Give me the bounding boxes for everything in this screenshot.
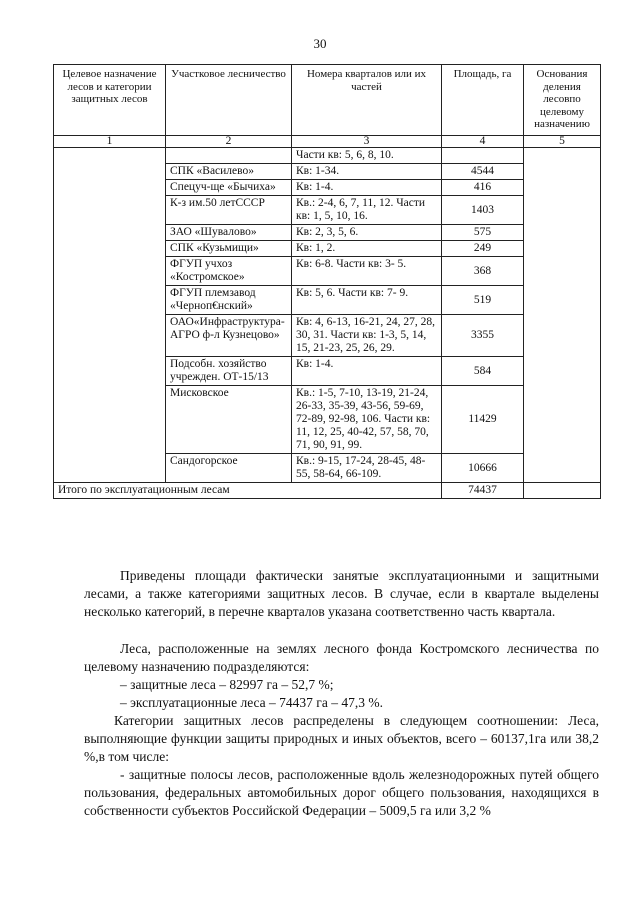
quarters-cell: Кв: 6-8. Части кв: 3- 5. bbox=[292, 257, 442, 286]
header-quarters: Номера кварталов или их частей bbox=[292, 65, 442, 136]
quarters-cell: Кв: 1, 2. bbox=[292, 241, 442, 257]
area-cell: 575 bbox=[442, 225, 524, 241]
total-label: Итого по эксплуатационным лесам bbox=[54, 483, 442, 499]
list-item-protective bbox=[84, 676, 599, 694]
index-cell: 2 bbox=[166, 136, 292, 148]
quarters-cell: Кв.: 2-4, 6, 7, 11, 12. Части кв: 1, 5, 10, 16. bbox=[292, 196, 442, 225]
forestry-cell: ФГУП племзавод «Черноп€нский» bbox=[166, 286, 292, 315]
area-cell: 584 bbox=[442, 357, 524, 386]
forestry-cell: ОАО«Инфраструктура-АГРО ф-л Кузнецово» bbox=[166, 315, 292, 357]
table-row bbox=[54, 148, 601, 164]
quarters-cell: Кв: 1-4. bbox=[292, 180, 442, 196]
paragraph-intro-text: Приведены площади фактически занятые эксплуатационными и защитными лесами, а также категориями защитных лесов. В случае, если в квартале выделены несколько категорий, в перечне кварталов указана соответственно часть квартала. bbox=[84, 568, 599, 619]
paragraph-strips-text: - защитные полосы лесов, расположенные вдоль железнодорожных путей общего пользования, федеральных автомобильных дорог общего пользования, находящихся в собственности субъектов Российской Федерации – 5009,5 га или 3,2 % bbox=[84, 767, 599, 818]
paragraph-categories-text: Категории защитных лесов распределены в следующем соотношении: Леса, выполняющие функции защиты природных и иных объектов, всего – 60137,1га или 38,2 %,в том числе: bbox=[84, 713, 599, 764]
forestry-cell: К-з им.50 летСССР bbox=[166, 196, 292, 225]
purpose-cell bbox=[54, 148, 166, 483]
table-header-row bbox=[54, 65, 601, 136]
forestry-cell: Подсобн. хозяйство учрежден. ОТ-15/13 bbox=[166, 357, 292, 386]
paragraph-strips bbox=[84, 766, 599, 820]
forestry-cell bbox=[166, 148, 292, 164]
area-cell: 368 bbox=[442, 257, 524, 286]
paragraph-intro bbox=[84, 567, 599, 621]
index-cell: 5 bbox=[524, 136, 601, 148]
area-cell: 519 bbox=[442, 286, 524, 315]
forestry-cell: Мисковское bbox=[166, 386, 292, 454]
forestry-cell: СПК «Василево» bbox=[166, 164, 292, 180]
area-cell bbox=[442, 148, 524, 164]
basis-cell bbox=[524, 148, 601, 483]
forest-table bbox=[53, 64, 601, 499]
page-number: 30 bbox=[313, 36, 327, 51]
quarters-cell: Кв: 2, 3, 5, 6. bbox=[292, 225, 442, 241]
quarters-cell: Кв.: 1-5, 7-10, 13-19, 21-24, 26-33, 35-39, 43-56, 59-69, 72-89, 92-98, 106. Части кв: 11, 12, 25, 40-42, 57, 58, 70, 71, 90, 91, 99. bbox=[292, 386, 442, 454]
table-total-row bbox=[54, 483, 601, 499]
forestry-cell: ЗАО «Шувалово» bbox=[166, 225, 292, 241]
index-cell: 3 bbox=[292, 136, 442, 148]
header-area: Площадь, га bbox=[442, 65, 524, 136]
forestry-cell: ФГУП учхоз «Костромское» bbox=[166, 257, 292, 286]
forestry-cell: Спецуч-ще «Бычиха» bbox=[166, 180, 292, 196]
forestry-cell: Сандогорское bbox=[166, 454, 292, 483]
paragraph-division bbox=[84, 640, 599, 676]
area-cell: 1403 bbox=[442, 196, 524, 225]
area-cell: 249 bbox=[442, 241, 524, 257]
quarters-cell: Кв: 1-4. bbox=[292, 357, 442, 386]
paragraph-division-text: Леса, расположенные на землях лесного фонда Костромского лесничества по целевому назначению подразделяются: bbox=[84, 641, 599, 674]
index-cell: 4 bbox=[442, 136, 524, 148]
area-cell: 416 bbox=[442, 180, 524, 196]
quarters-cell: Кв: 1-34. bbox=[292, 164, 442, 180]
forestry-cell: СПК «Кузьмищи» bbox=[166, 241, 292, 257]
area-cell: 10666 bbox=[442, 454, 524, 483]
header-purpose: Целевое назначение лесов и категории защитных лесов bbox=[54, 65, 166, 136]
quarters-cell: Части кв: 5, 6, 8, 10. bbox=[292, 148, 442, 164]
area-cell: 11429 bbox=[442, 386, 524, 454]
list-item-protective-text: – защитные леса – 82997 га – 52,7 %; bbox=[120, 677, 334, 692]
area-cell: 4544 bbox=[442, 164, 524, 180]
header-forestry: Участковое лесничество bbox=[166, 65, 292, 136]
list-item-exploitation bbox=[84, 694, 599, 712]
list-item-exploitation-text: – эксплуатационные леса – 74437 га – 47,3 %. bbox=[120, 695, 383, 710]
total-area: 74437 bbox=[442, 483, 524, 499]
quarters-cell: Кв: 4, 6-13, 16-21, 24, 27, 28, 30, 31. Части кв: 1-3, 5, 14, 15, 21-23, 25, 26, 29. bbox=[292, 315, 442, 357]
table-index-row bbox=[54, 136, 601, 148]
header-basis: Основания деления лесовпо целевому назначению bbox=[524, 65, 601, 136]
paragraph-categories bbox=[84, 712, 599, 766]
index-cell: 1 bbox=[54, 136, 166, 148]
quarters-cell: Кв.: 9-15, 17-24, 28-45, 48-55, 58-64, 66-109. bbox=[292, 454, 442, 483]
total-basis-cell bbox=[524, 483, 601, 499]
area-cell: 3355 bbox=[442, 315, 524, 357]
quarters-cell: Кв: 5, 6. Части кв: 7- 9. bbox=[292, 286, 442, 315]
